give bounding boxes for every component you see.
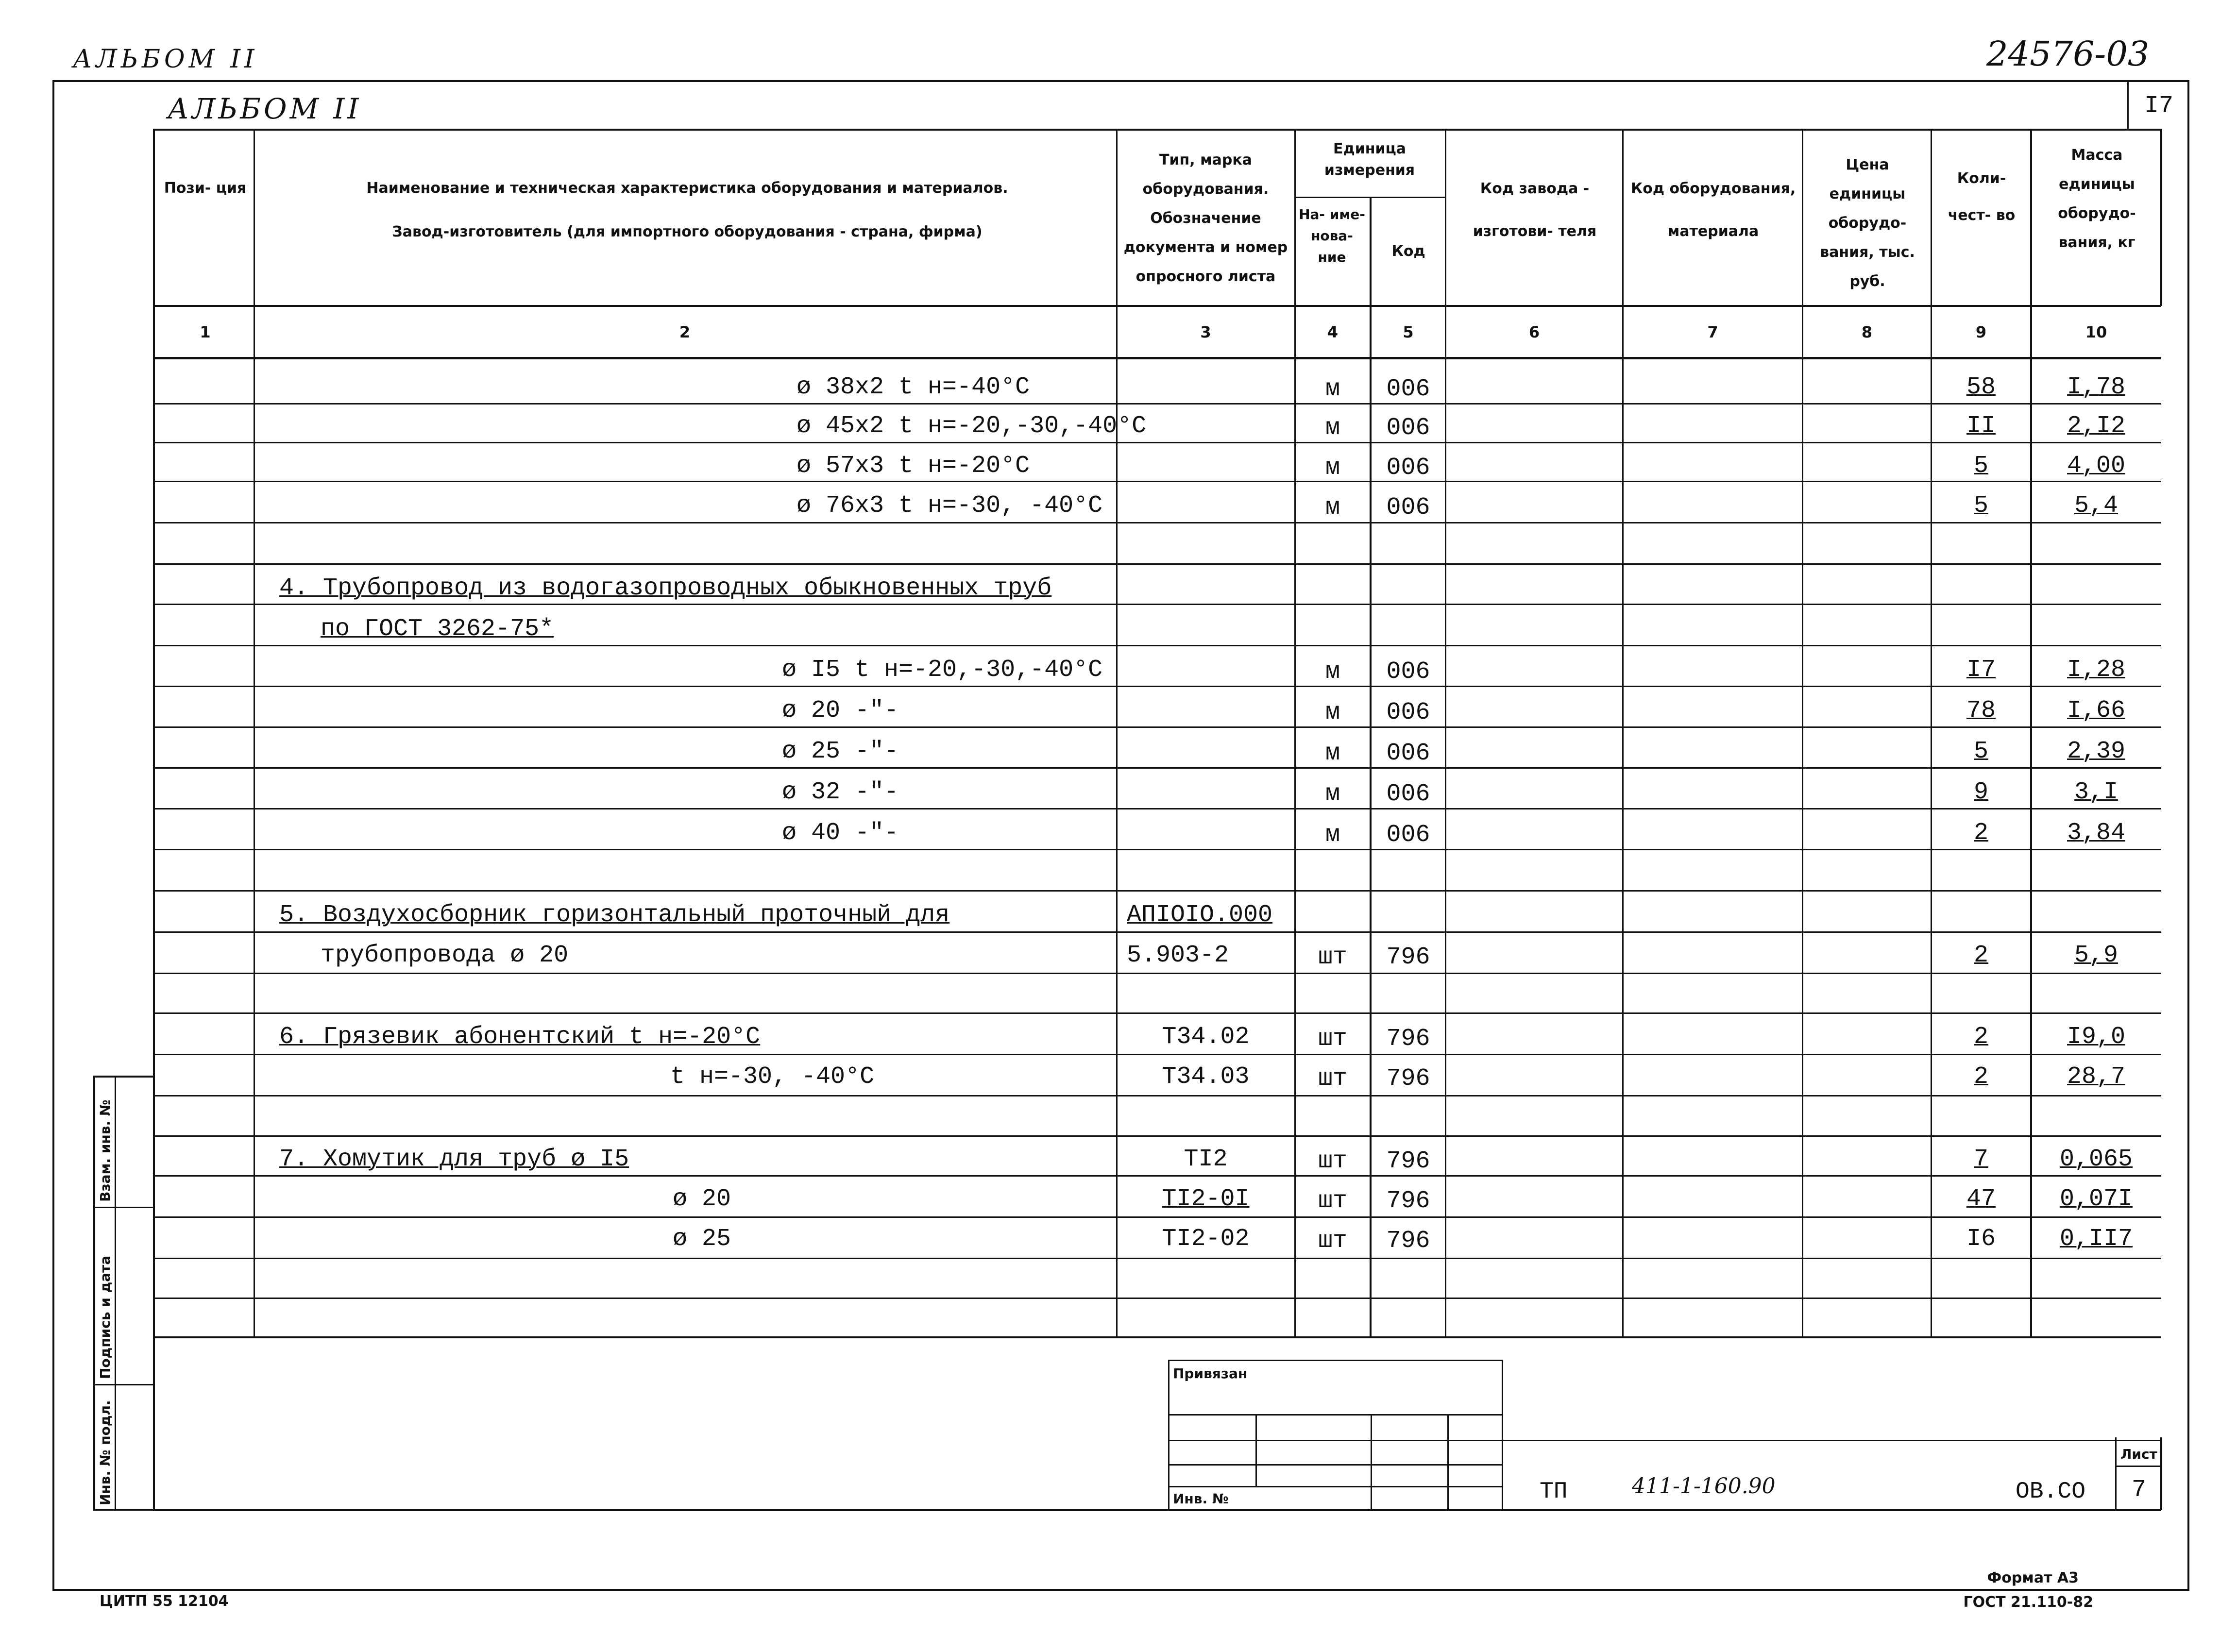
row-qty: 5 [1973, 492, 1988, 520]
row-type: ТI2 [1184, 1146, 1228, 1173]
row-line [153, 767, 2161, 769]
colnum-bottom [153, 357, 2161, 359]
row-unit: шт [1318, 1147, 1347, 1175]
row-type: ТI2-02 [1162, 1225, 1250, 1253]
row-mass: 2,I2 [2067, 412, 2126, 440]
attach-col [1255, 1414, 1257, 1487]
attached-label: Привязан [1173, 1365, 1248, 1382]
side-strip-div2 [93, 1384, 154, 1385]
row-mass: 28,7 [2067, 1063, 2126, 1091]
row-unit: шт [1318, 944, 1347, 971]
footer-format: Формат А3 [1987, 1569, 2079, 1586]
row-line [153, 604, 2161, 605]
header-mass: Масса единицы оборудо- вания, кг [2058, 147, 2136, 251]
row-line [153, 726, 2161, 728]
col-num-6: 6 [1528, 323, 1540, 341]
row-mass: 4,00 [2067, 452, 2126, 480]
row-unit: м [1325, 699, 1340, 726]
row-type: ТI2-0I [1162, 1185, 1250, 1213]
row-name: ø 20 -"- [782, 697, 899, 725]
row-qty: 2 [1973, 1063, 1988, 1091]
row-line [153, 1298, 2161, 1299]
attach-row [1168, 1440, 1503, 1441]
sheet-label: Лист [2120, 1446, 2157, 1462]
inv-no-label: Инв. № [1173, 1491, 1229, 1507]
attach-row [1168, 1464, 1503, 1466]
table-left [153, 129, 155, 1338]
table-top [153, 129, 2161, 131]
row-unit: м [1325, 494, 1340, 522]
row-name: ø 32 -"- [782, 778, 899, 806]
col-line-7 [1802, 129, 1803, 1338]
header-price: Цена единицы оборудо- вания, тыс. руб. [1820, 156, 1915, 290]
row-qty: 2 [1973, 819, 1988, 847]
header-unit-group: Единица измерения [1324, 140, 1415, 179]
row-name: ø 45x2 t н=-20,-30,-40°C [797, 412, 1147, 440]
side-strip-left [93, 1076, 95, 1510]
row-unit: м [1325, 375, 1340, 403]
frame-top [52, 80, 2189, 82]
row-code: 006 [1386, 740, 1430, 767]
col-num-2: 2 [679, 323, 691, 341]
side-label-signature-date: Подпись и дата [97, 1255, 113, 1379]
row-mass: 3,84 [2067, 819, 2126, 847]
row-mass: 5,9 [2074, 942, 2118, 969]
row-qty: 9 [1973, 778, 1988, 806]
footer-gost: ГОСТ 21.110-82 [1963, 1594, 2093, 1611]
row-qty: 5 [1973, 738, 1988, 765]
col-line-1 [254, 129, 255, 1338]
side-strip-bottom [93, 1509, 154, 1511]
row-line [153, 808, 2161, 809]
frame-bottom [52, 1589, 2189, 1591]
row-unit: шт [1318, 1227, 1347, 1255]
row-unit: м [1325, 414, 1340, 442]
row-name: ø 25 -"- [782, 738, 899, 765]
side-strip-mid [115, 1076, 116, 1510]
side-strip-top [93, 1076, 154, 1078]
attach-row [1168, 1414, 1503, 1416]
sheet-box-left [2127, 80, 2129, 129]
header-name-line2: Завод-изготовитель (для импортного оборудования - страна, фирма) [392, 223, 983, 240]
row-code: 796 [1386, 944, 1430, 971]
side-label-replace-inv: Взам. инв. № [97, 1099, 113, 1202]
row-code: 006 [1386, 658, 1430, 686]
row-code: 796 [1386, 1227, 1430, 1255]
row-unit: шт [1318, 1187, 1347, 1215]
row-line [153, 973, 2161, 974]
row-line [153, 522, 2161, 523]
row-unit: м [1325, 780, 1340, 808]
row-type: Т34.02 [1162, 1023, 1250, 1051]
attach-col [1371, 1414, 1372, 1510]
row-line [153, 442, 2161, 443]
row-line [153, 890, 2161, 892]
row-name: ø 76x3 t н=-30, -40°C [797, 492, 1103, 520]
row-qty: 47 [1966, 1185, 1996, 1213]
col-num-7: 7 [1707, 323, 1718, 341]
row-line [153, 481, 2161, 482]
row-unit: шт [1318, 1025, 1347, 1053]
attach-top [1168, 1360, 1503, 1361]
section-7-title: 7. Хомутик для труб ø I5 [279, 1146, 629, 1173]
attach-col [1447, 1414, 1449, 1510]
row-code: 796 [1386, 1147, 1430, 1175]
attach-row [1168, 1486, 1503, 1487]
row-unit: шт [1318, 1065, 1347, 1093]
table-right [2160, 129, 2162, 306]
header-bottom [153, 305, 2161, 307]
row-mass: I,78 [2067, 373, 2126, 401]
header-name-line1: Наименование и техническая характеристика оборудования и материалов. [366, 180, 1008, 197]
footer-left: ЦИТП 55 12104 [100, 1593, 229, 1610]
frame-left [52, 80, 54, 1590]
row-line [153, 1012, 2161, 1014]
col-num-4: 4 [1327, 323, 1339, 341]
title-doc-code: 411-1-160.90 [1632, 1474, 1776, 1499]
row-line [153, 931, 2161, 933]
top-left-album-note: АЛЬБОМ II [73, 45, 258, 74]
row-qty: I7 [1966, 656, 1996, 684]
attach-right [1502, 1360, 1503, 1510]
header-unit-code: Код [1391, 243, 1425, 260]
row-type: Т34.03 [1162, 1063, 1250, 1091]
row-qty: 78 [1966, 697, 1996, 725]
row-code: 006 [1386, 454, 1430, 482]
row-qty: 2 [1973, 942, 1988, 969]
row-qty: 58 [1966, 373, 1996, 401]
row-qty: 5 [1973, 452, 1988, 480]
side-label-orig-inv: Инв. № подл. [97, 1400, 113, 1505]
row-code: 006 [1386, 780, 1430, 808]
row-name: t н=-30, -40°C [670, 1063, 875, 1091]
row-name: ø 20 [673, 1185, 731, 1213]
row-line [153, 1216, 2161, 1218]
sheet-cell-div [2115, 1466, 2161, 1467]
row-line [153, 1095, 2161, 1096]
row-code: 006 [1386, 494, 1430, 522]
row-unit: м [1325, 658, 1340, 686]
header-factory-code: Код завода - изготови- теля [1473, 180, 1597, 240]
header-unit-name: На- име- нова- ние [1299, 206, 1365, 265]
col-num-8: 8 [1861, 323, 1873, 341]
row-name: ø I5 t н=-20,-30,-40°C [782, 656, 1103, 684]
row-qty: II [1966, 412, 1996, 440]
top-sheet-number: I7 [2144, 92, 2173, 120]
row-line [153, 1258, 2161, 1259]
row-name: трубопровода ø 20 [321, 942, 569, 969]
row-mass: 0,07I [2059, 1185, 2133, 1213]
row-mass: I9,0 [2067, 1023, 2126, 1051]
row-name: ø 57x3 t н=-20°C [797, 452, 1030, 480]
header-equipment-code: Код оборудования, материала [1630, 180, 1796, 240]
header-type: Тип, марка оборудования. Обозначение документа и номер опросного листа [1123, 152, 1288, 285]
row-code: 006 [1386, 414, 1430, 442]
section-4-standard: по ГОСТ 3262-75* [321, 615, 554, 643]
title-prefix: ТП [1540, 1479, 1568, 1505]
section-4-title: 4. Трубопровод из водогазопроводных обыкновенных труб [279, 574, 1052, 602]
col-line-6 [1622, 129, 1624, 1338]
row-mass: I,66 [2067, 697, 2126, 725]
stamp-area-bottom [153, 1509, 2161, 1511]
col-num-3: 3 [1200, 323, 1211, 341]
row-unit: м [1325, 740, 1340, 767]
col-num-1: 1 [200, 323, 211, 341]
row-name: ø 25 [673, 1225, 731, 1253]
document-number: 24576-03 [1986, 34, 2150, 74]
title-block-top [1503, 1440, 2161, 1441]
sheet-cell-left [2115, 1437, 2117, 1510]
row-qty: I6 [1966, 1225, 1996, 1253]
row-line [153, 403, 2161, 405]
row-type: АПIOIO.000 [1127, 901, 1273, 929]
stamp-area-left [153, 1336, 155, 1511]
frame-right [2187, 80, 2189, 1590]
col-num-9: 9 [1975, 323, 1987, 341]
sheet-value: 7 [2131, 1476, 2146, 1504]
col-num-5: 5 [1403, 323, 1414, 341]
row-qty: 7 [1973, 1146, 1988, 1173]
row-mass: I,28 [2067, 656, 2126, 684]
row-code: 796 [1386, 1187, 1430, 1215]
row-code: 796 [1386, 1025, 1430, 1053]
row-qty: 2 [1973, 1023, 1988, 1051]
row-mass: 0,065 [2059, 1146, 2133, 1173]
row-line [153, 563, 2161, 565]
row-mass: 0,II7 [2059, 1225, 2133, 1253]
row-unit: м [1325, 821, 1340, 849]
row-line [153, 686, 2161, 687]
row-line [153, 1175, 2161, 1177]
stamp-area-right [2160, 1437, 2162, 1510]
col-num-10: 10 [2085, 323, 2107, 341]
album-label: АЛЬБОМ II [168, 92, 362, 125]
title-mark: ОВ.СО [2016, 1479, 2086, 1505]
row-name: ø 38x2 t н=-40°C [797, 373, 1030, 401]
row-code: 006 [1386, 375, 1430, 403]
section-5-title: 5. Воздухосборник горизонтальный проточный для [279, 901, 950, 929]
header-position: Пози- ция [164, 180, 247, 197]
table-bottom-line [153, 1336, 2161, 1338]
row-type: 5.903-2 [1127, 942, 1229, 969]
row-line [153, 1135, 2161, 1137]
attach-left [1168, 1360, 1169, 1510]
header-quantity: Коли- чест- во [1948, 170, 2016, 224]
row-mass: 5,4 [2074, 492, 2118, 520]
col-line-5 [1445, 129, 1446, 1338]
row-code: 006 [1386, 821, 1430, 849]
row-line [153, 645, 2161, 646]
side-strip-div1 [93, 1207, 154, 1208]
row-mass: 3,I [2074, 778, 2118, 806]
row-code: 006 [1386, 699, 1430, 726]
row-code: 796 [1386, 1065, 1430, 1093]
row-unit: м [1325, 454, 1340, 482]
section-6-title: 6. Грязевик абонентский t н=-20°C [279, 1023, 761, 1051]
row-name: ø 40 -"- [782, 819, 899, 847]
row-line [153, 849, 2161, 850]
row-mass: 2,39 [2067, 738, 2126, 765]
row-line [153, 1054, 2161, 1055]
